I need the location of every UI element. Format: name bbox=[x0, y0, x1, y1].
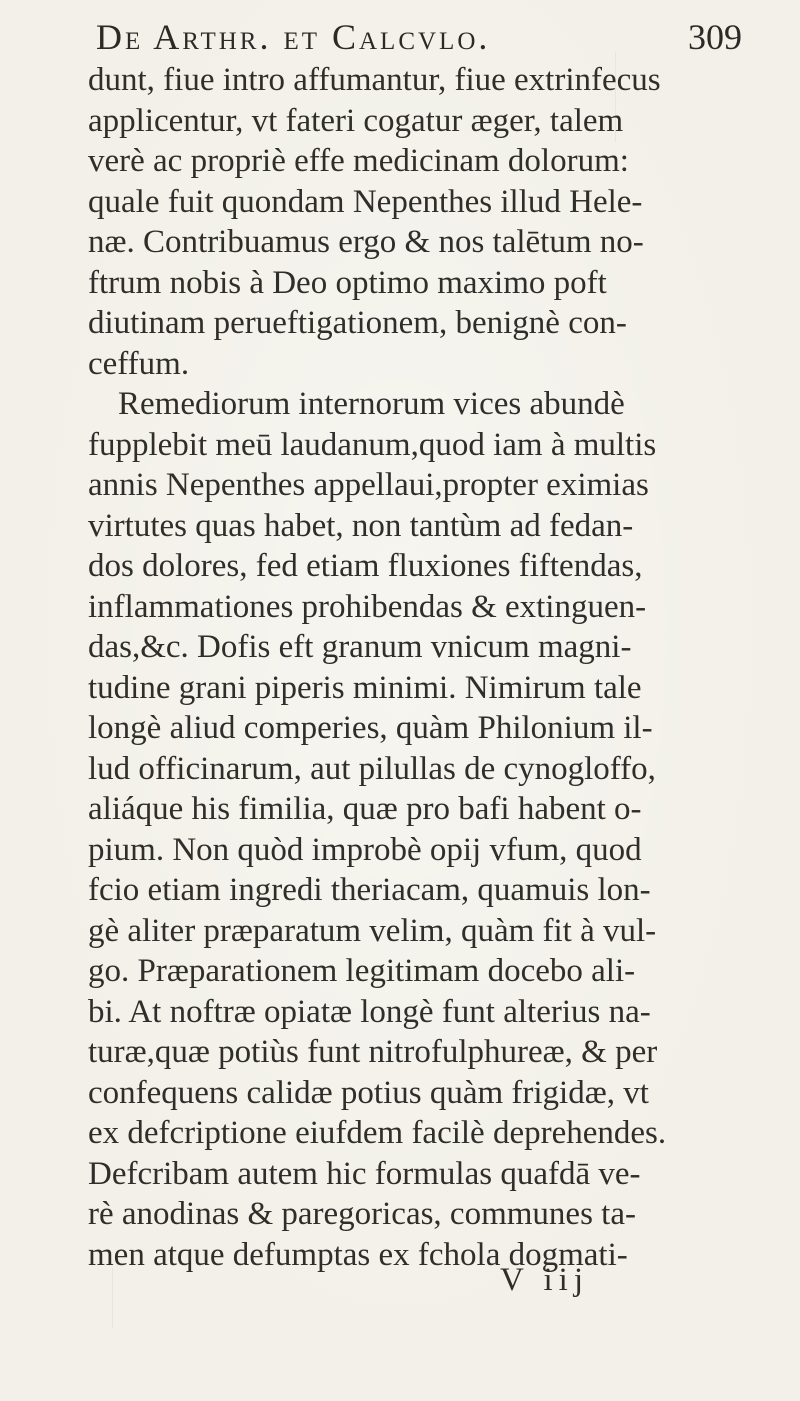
text-line: dos dolores, fed etiam fluxiones fiftendas, bbox=[88, 548, 643, 584]
text-line: diutinam perueftigationem, benignè con- bbox=[88, 305, 627, 341]
running-head: De Arthr. et Calcvlo. bbox=[96, 17, 491, 57]
text-line: ceffum. bbox=[88, 345, 190, 382]
text-line: das,&c. Dofis eft granum vnicum magni- bbox=[88, 629, 632, 665]
text-line: rè anodinas & paregoricas, communes ta- bbox=[88, 1196, 636, 1232]
text-line: verè ac propriè effe medicinam dolorum: bbox=[88, 143, 629, 179]
text-line: dunt, fiue intro affumantur, fiue extrinfecus bbox=[88, 62, 661, 98]
text-line: applicentur, vt fateri cogatur æger, talem bbox=[88, 102, 624, 139]
text-line: ex defcriptione eiufdem facilè deprehendes. bbox=[88, 1115, 667, 1151]
text-line: næ. Contribuamus ergo & nos talētum no- bbox=[88, 224, 644, 260]
text-line: quale fuit quondam Nepenthes illud Hele- bbox=[88, 183, 643, 220]
text-line: gè aliter præparatum velim, quàm fit à vul- bbox=[88, 912, 657, 949]
page-number: 309 bbox=[688, 17, 742, 57]
text-line: inflammationes prohibendas & extinguen- bbox=[88, 588, 647, 625]
text-line: tudine grani piperis minimi. Nimirum tale bbox=[88, 669, 642, 706]
text-line: ftrum nobis à Deo optimo maximo poft bbox=[88, 264, 607, 301]
signature-mark: V iij bbox=[500, 1262, 589, 1298]
text-line: pium. Non quòd improbè opij vfum, quod bbox=[88, 831, 642, 868]
page-header bbox=[0, 8, 800, 68]
text-line: longè aliud comperies, quàm Philonium il- bbox=[88, 710, 653, 746]
text-line: annis Nepenthes appellaui,propter eximias bbox=[88, 467, 649, 503]
text-line: lud officinarum, aut pilullas de cynogloffo, bbox=[88, 750, 656, 787]
text-line: confequens calidæ potius quàm frigidæ, vt bbox=[88, 1074, 649, 1111]
body-text bbox=[88, 60, 778, 1275]
text-line: go. Præparationem legitimam docebo ali- bbox=[88, 953, 636, 989]
text-line: bi. At noftræ opiatæ longè funt alterius na- bbox=[88, 993, 651, 1030]
text-line: turæ,quæ potiùs funt nitrofulphureæ, & per bbox=[88, 1034, 658, 1070]
text-line: fcio etiam ingredi theriacam, quamuis lon- bbox=[88, 872, 651, 908]
text-line: men atque defumptas ex fchola dogmati- bbox=[88, 1236, 628, 1273]
text-line: virtutes quas habet, non tantùm ad fedan- bbox=[88, 507, 634, 544]
text-line: aliáque his fimilia, quæ pro bafi habent o- bbox=[88, 791, 642, 827]
page-crease-mark bbox=[112, 1268, 113, 1328]
paragraph-first-line: Remediorum internorum vices abundè bbox=[118, 386, 625, 422]
text-line: fupplebit meū laudanum,quod iam à multis bbox=[88, 426, 657, 463]
text-line: Defcribam autem hic formulas quafdā ve- bbox=[88, 1155, 641, 1192]
